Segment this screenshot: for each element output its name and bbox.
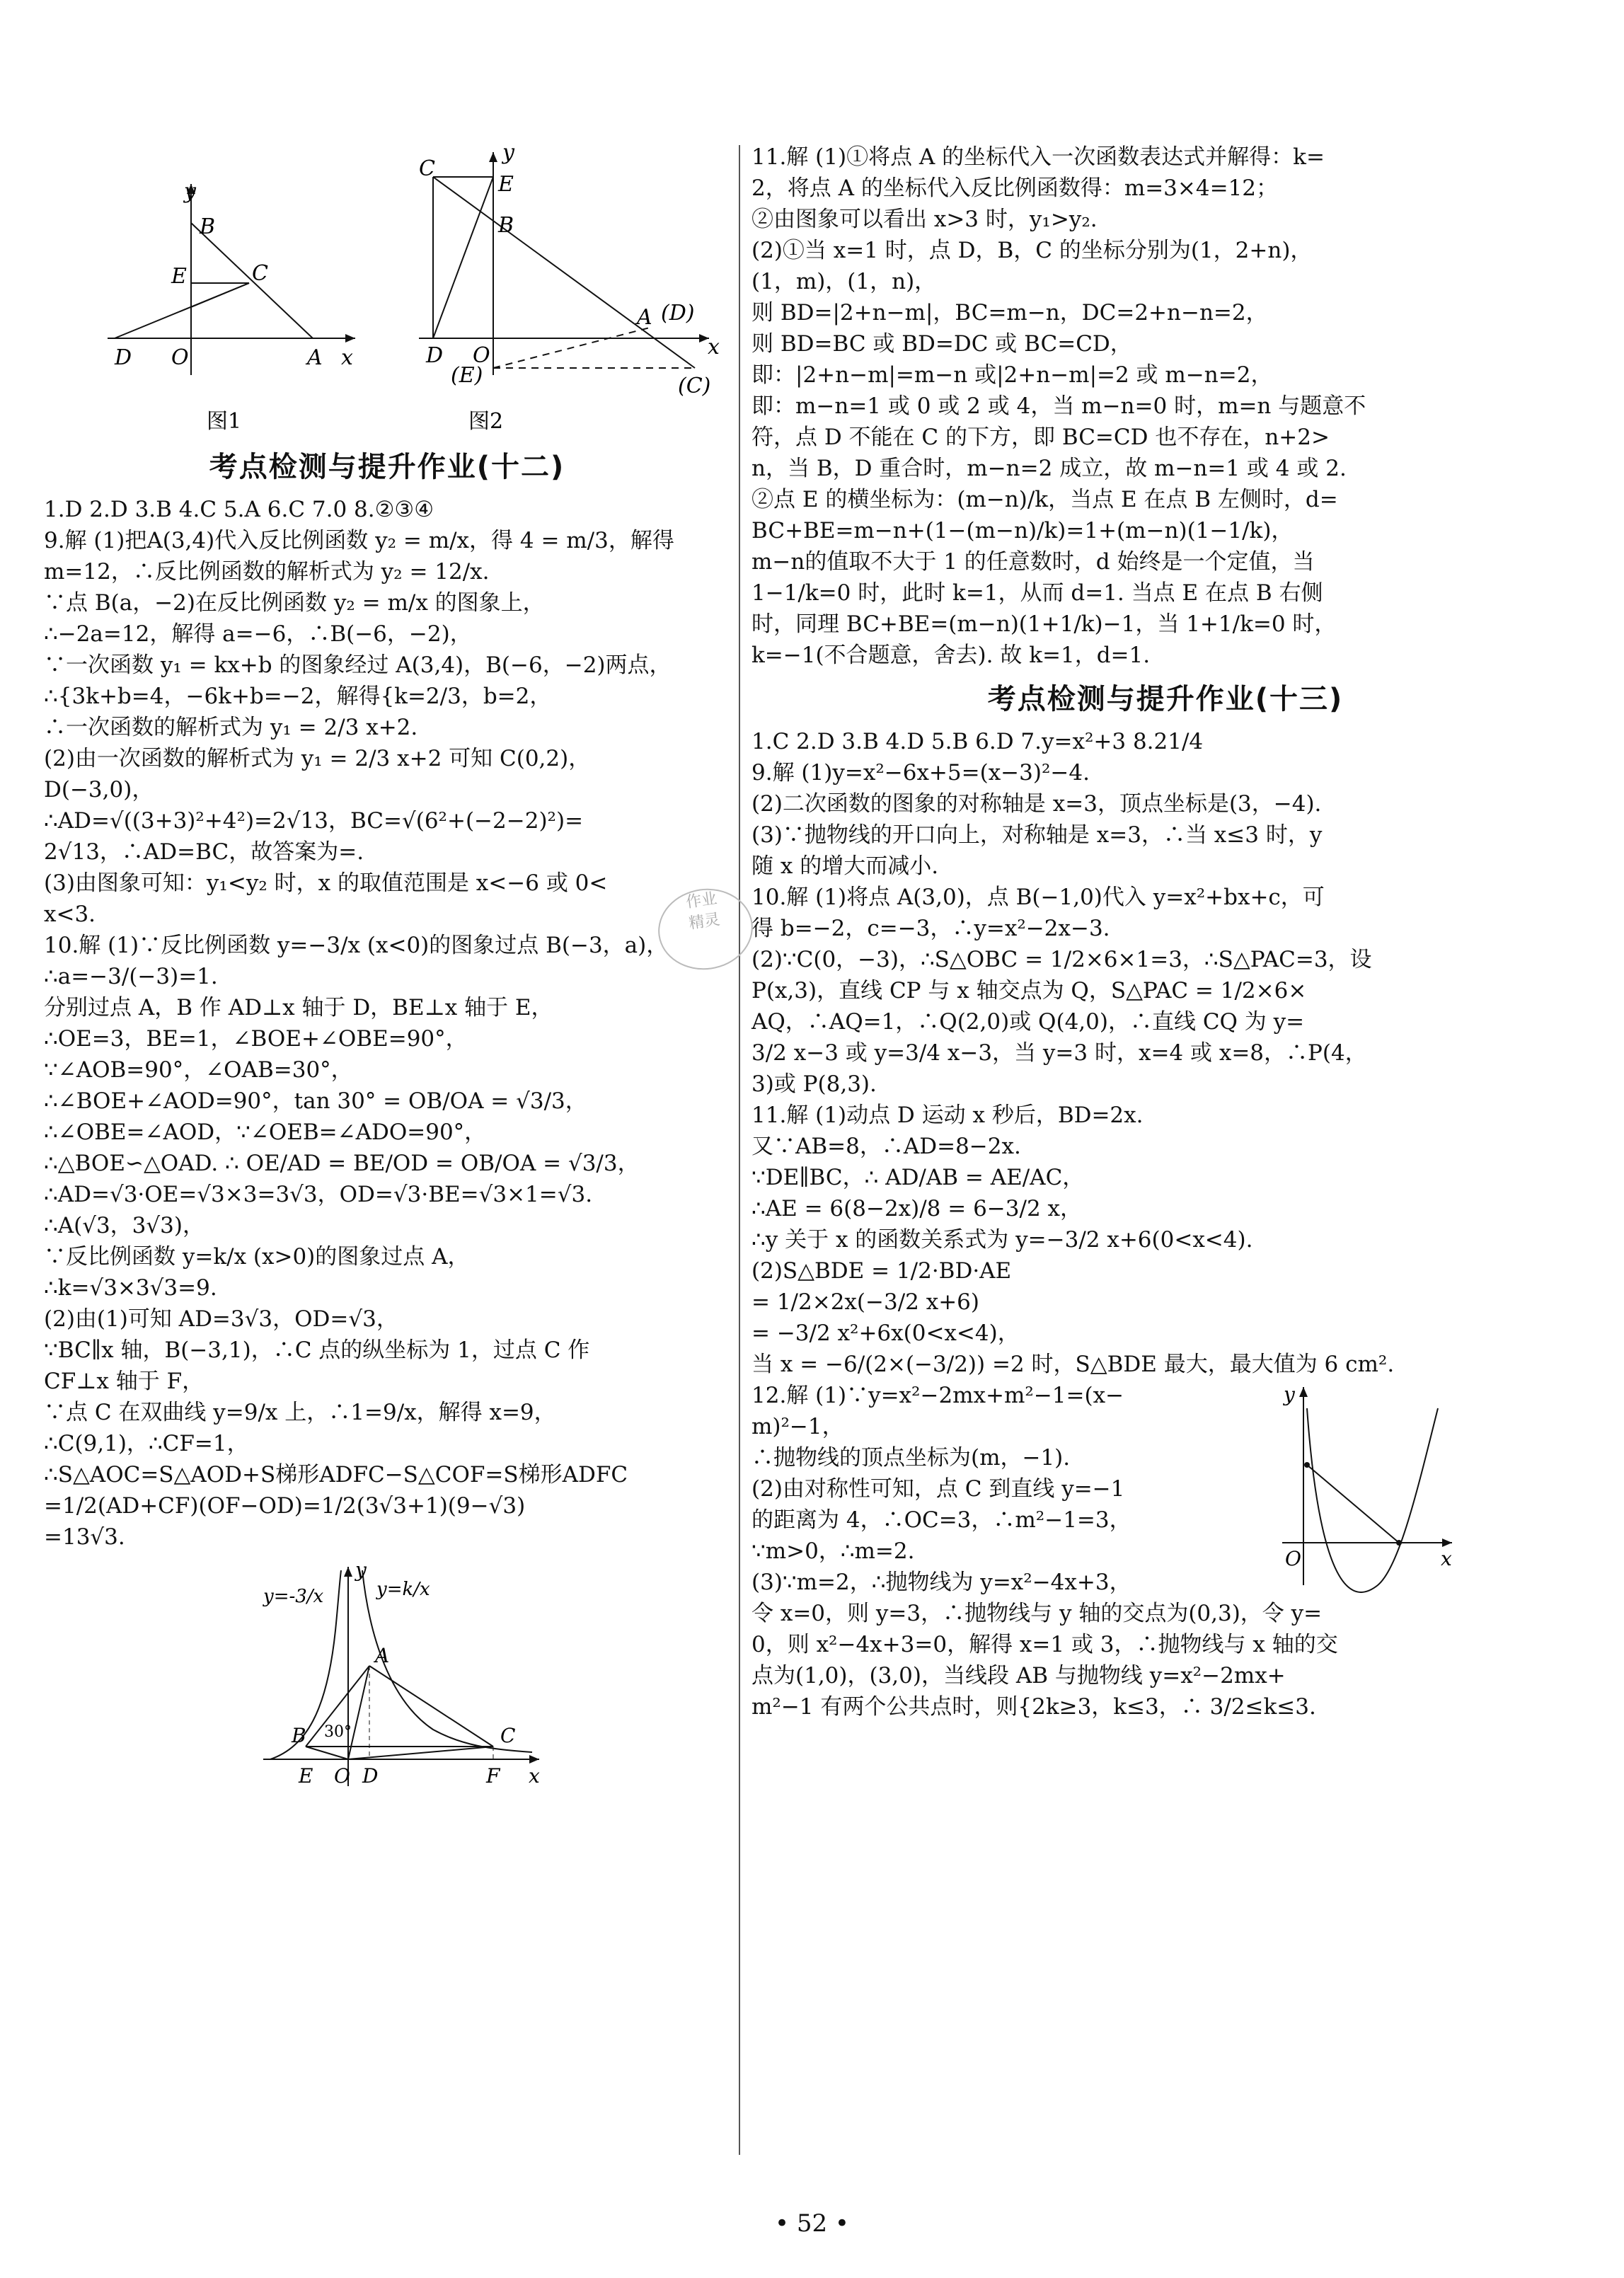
s12-line: m=12，∴反比例函数的解析式为 y₂ = 12/x. [44,559,490,585]
s12-line: ∴C(9,1)，∴CF=1， [44,1431,249,1456]
fig2-label-e-paren: (E) [451,363,483,388]
fig3-label-e: E [299,1764,313,1788]
fig1-label-x: x [341,345,353,370]
rt-line: 则 BD=|2+n−m|，BC=m−n，DC=2+n−n=2， [751,300,1268,326]
s12-line: ∵点 B(a，−2)在反比例函数 y₂ = m/x 的图象上， [44,590,545,616]
fig3-label-30: 30° [324,1723,352,1741]
right-top-solutions [751,142,1579,671]
s13-line: 当 x = −6/(2×(−3/2)) =2 时，S△BDE 最大，最大值为 6 cm². [751,1352,1395,1377]
figure-4 [1275,1380,1459,1599]
fig3-label-c: C [500,1724,516,1747]
fig1-label-d: D [115,345,132,370]
s12-line: (3)由图象可知：y₁<y₂ 时，x 的取值范围是 x<−6 或 0< [44,870,608,896]
s13-line: 12.解 (1)∵y=x²−2mx+m²−1=(x− [751,1383,1124,1408]
fig1-label-o: O [171,345,189,370]
section-12-heading: 考点检测与提升作业(十二) [209,451,565,483]
figures-row [44,142,730,439]
fig1-label-c: C [252,261,268,286]
s12-line: =13√3. [44,1524,125,1550]
fig3-label-b: B [292,1724,306,1747]
s12-line: 分别过点 A，B 作 AD⊥x 轴于 D，BE⊥x 轴于 E， [44,995,553,1020]
s12-line: CF⊥x 轴于 F， [44,1369,205,1394]
fig1-label-e: E [171,264,187,289]
s12-line: ∴{3k+b=4，−6k+b=−2，解得{k=2/3，b=2， [44,684,552,709]
s12-line: (2)由一次函数的解析式为 y₁ = 2/3 x+2 可知 C(0,2)， [44,746,591,771]
rt-line: 即：|2+n−m|=m−n 或|2+n−m|=2 或 m−n=2， [751,362,1273,388]
rt-line: m−n的值取不大于 1 的任意数时，d 始终是一个定值，当 [751,549,1315,575]
s12-line: =1/2(AD+CF)(OF−OD)=1/2(3√3+1)(9−√3) [44,1493,526,1519]
fig2-label-e: E [498,172,514,197]
page-number: • 52 • [775,2209,849,2238]
s13-line: 9.解 (1)y=x²−6x+5=(x−3)²−4. [751,760,1090,786]
section-12-solutions [44,525,730,1553]
fig2-label-y: y [502,142,514,165]
s13-line: = −3/2 x²+6x(0<x<4)， [751,1321,1020,1346]
s12-line: 2√13，∴AD=BC，故答案为=. [44,839,364,865]
fig2-label-b: B [498,213,514,238]
s12-line: ∴−2a=12，解得 a=−6，∴B(−6，−2)， [44,621,472,647]
rt-line: 符，点 D 不能在 C 的下方，即 BC=CD 也不存在，n+2> [751,425,1330,450]
problem-12-block [751,1380,1579,1598]
fig2-label-d-paren: (D) [661,301,695,326]
s12-line: ∴A(√3，3√3)， [44,1213,205,1238]
section-13-heading: 考点检测与提升作业(十三) [987,683,1344,715]
fig4-label-x: x [1441,1547,1452,1570]
fig1-label-y: y [184,179,196,204]
fig2-label-c-paren: (C) [678,374,711,398]
figure-1-caption: 图1 [207,409,242,434]
fig3-label-d: D [362,1764,379,1788]
s13-line: (2)∵C(0，−3)，∴S△OBC = 1/2×6×1=3，∴S△PAC=3，设 [751,947,1372,972]
s13-line: ∴AE = 6(8−2x)/8 = 6−3/2 x， [751,1196,1083,1221]
fig2-label-o: O [473,343,490,368]
figure-2 [412,142,723,439]
s13-line: (2)由对称性可知，点 C 到直线 y=−1 [751,1476,1125,1502]
fig3-label-x: x [529,1764,540,1788]
s12-line: 10.解 (1)∵反比例函数 y=−3/x (x<0)的图象过点 B(−3，a)， [44,933,669,958]
stamp-text: 作业 [684,890,718,912]
rt-line: ②由图象可以看出 x>3 时，y₁>y₂. [751,207,1098,232]
s13-line: 3)或 P(8,3). [751,1071,877,1097]
s13-line: 随 x 的增大而减小. [751,853,939,879]
fig4-label-y: y [1284,1383,1295,1406]
figure-3 [256,1560,553,1793]
fig4-label-o: O [1285,1547,1301,1570]
section-12-answers: 1.D 2.D 3.B 4.C 5.A 6.C 7.0 8.②③④ [44,497,434,522]
section-13-answers: 1.C 2.D 3.B 4.D 5.B 6.D 7.y=x²+3 8.21/4 [751,729,1204,754]
fig1-label-b: B [200,214,216,239]
fig3-label-y: y [355,1560,367,1582]
s13-line: ∴y 关于 x 的函数关系式为 y=−3/2 x+6(0<x<4). [751,1227,1253,1253]
fig3-label-neg3x: y=-3/x [263,1586,324,1607]
rt-line: 1−1/k=0 时，此时 k=1，从而 d=1. 当点 E 在点 B 右侧 [751,580,1323,606]
s12-line: ∴一次函数的解析式为 y₁ = 2/3 x+2. [44,715,418,740]
fig3-label-a: A [375,1644,390,1667]
s12-line: ∴AD=√3·OE=√3×3=3√3，OD=√3·BE=√3×1=√3. [44,1182,593,1207]
s12-line: ∴∠OBE=∠AOD，∵∠OEB=∠ADO=90°， [44,1120,487,1145]
s12-line: ∵BC∥x 轴，B(−3,1)，∴C 点的纵坐标为 1，过点 C 作 [44,1338,590,1363]
s12-line: ∵点 C 在双曲线 y=9/x 上，∴1=9/x，解得 x=9， [44,1400,556,1425]
s12-line: x<3. [44,902,96,927]
fig3-label-kx: y=k/x [376,1579,430,1600]
fig2-label-c: C [419,156,435,181]
s13-line: 的距离为 4，∴OC=3，∴m²−1=3， [751,1507,1131,1533]
s13-line: 11.解 (1)动点 D 运动 x 秒后，BD=2x. [751,1103,1144,1128]
s13-line: (2)二次函数的图象的对称轴是 x=3，顶点坐标是(3，−4). [751,791,1322,817]
s13-line: 0，则 x²−4x+3=0，解得 x=1 或 3，∴抛物线与 x 轴的交 [751,1632,1338,1657]
rt-line: ②点 E 的横坐标为：(m−n)/k，当点 E 在点 B 左侧时，d= [751,487,1338,512]
rt-line: (1，m)，(1，n)， [751,269,937,294]
fig2-label-d: D [426,343,444,368]
s12-line: ∴a=−3/(−3)=1. [44,964,218,989]
s12-line: ∵一次函数 y₁ = kx+b 的图象经过 A(3,4)，B(−6，−2)两点， [44,652,672,678]
s12-line: ∴OE=3，BE=1，∠BOE+∠OBE=90°， [44,1026,468,1052]
right-column [751,142,1579,1722]
section-13-solutions [751,757,1579,1380]
stamp-text: 精灵 [687,911,722,933]
s12-line: ∴AD=√((3+3)²+4²)=2√13，BC=√(6²+(−2−2)²)= [44,808,584,834]
s13-line: 令 x=0，则 y=3，∴抛物线与 y 轴的交点为(0,3)，令 y= [751,1601,1323,1626]
s13-line: P(x,3)，直线 CP 与 x 轴交点为 Q，S△PAC = 1/2×6× [751,978,1307,1003]
rt-line: 2，将点 A 的坐标代入反比例函数得：m=3×4=12； [751,176,1279,201]
s13-line: 10.解 (1)将点 A(3,0)，点 B(−1,0)代入 y=x²+bx+c，可 [751,885,1325,910]
s12-line: ∴S△AOC=S△AOD+S梯形ADFC−S△COF=S梯形ADFC [44,1462,628,1488]
s12-line: ∴△BOE∽△OAD. ∴ OE/AD = BE/OD = OB/OA = √3/3， [44,1151,640,1176]
s13-line: 又∵AB=8，∴AD=8−2x. [751,1134,1021,1159]
s12-line: ∵∠AOB=90°，∠OAB=30°， [44,1057,353,1083]
rt-line: 即：m−n=1 或 0 或 2 或 4，当 m−n=0 时，m=n 与题意不 [751,393,1366,419]
s13-line: ∵DE∥BC，∴ AD/AB = AE/AC， [751,1165,1085,1190]
s13-line: m²−1 有两个公共点时，则{2k≥3，k≤3，∴ 3/2≤k≤3. [751,1694,1316,1720]
rt-line: 则 BD=BC 或 BD=DC 或 BC=CD， [751,331,1132,357]
s13-line: ∴抛物线的顶点坐标为(m，−1). [751,1445,1071,1471]
s13-line: 得 b=−2，c=−3，∴y=x²−2x−3. [751,916,1110,941]
s13-line: = 1/2×2x(−3/2 x+6) [751,1289,979,1315]
s12-line: ∴k=√3×3√3=9. [44,1275,217,1301]
s13-line: (2)S△BDE = 1/2·BD·AE [751,1258,1012,1284]
s12-line: ∴∠BOE+∠AOD=90°，tan 30° = OB/OA = √3/3， [44,1088,587,1114]
column-divider [739,145,740,2155]
rt-line: n，当 B，D 重合时，m−n=2 成立，故 m−n=1 或 4 或 2. [751,456,1347,481]
s13-line: m)²−1， [751,1414,844,1439]
s12-line: 9.解 (1)把A(3,4)代入反比例函数 y₂ = m/x，得 4 = m/3，解得 [44,528,674,553]
rt-line: 11.解 (1)①将点 A 的坐标代入一次函数表达式并解得：k= [751,144,1325,170]
s12-line: D(−3,0)， [44,777,154,803]
s13-line: (3)∵m=2，∴抛物线为 y=x²−4x+3， [751,1570,1131,1595]
fig1-label-a: A [307,345,323,370]
figure-2-caption: 图2 [468,409,504,434]
s12-line: (2)由(1)可知 AD=3√3，OD=√3， [44,1306,398,1332]
fig3-label-o: O [334,1764,350,1788]
rt-line: k=−1(不合题意，舍去). 故 k=1，d=1. [751,643,1151,668]
s13-line: 3/2 x−3 或 y=3/4 x−3，当 y=3 时，x=4 或 x=8，∴P(4， [751,1040,1367,1066]
rt-line: (2)①当 x=1 时，点 D，B，C 的坐标分别为(1，2+n)， [751,238,1313,263]
fig3-label-f: F [486,1764,500,1788]
rt-line: BC+BE=m−n+(1−(m−n)/k)=1+(m−n)(1−1/k)， [751,518,1294,543]
s13-line: (3)∵抛物线的开口向上，对称轴是 x=3，∴当 x≤3 时，y [751,822,1323,848]
fig2-label-x: x [708,335,720,359]
s13-line: 点为(1,0)，(3,0)，当线段 AB 与抛物线 y=x²−2mx+ [751,1663,1286,1689]
s13-line: ∵m>0，∴m=2. [751,1538,915,1564]
s12-line: ∵反比例函数 y=k/x (x>0)的图象过点 A， [44,1244,470,1270]
fig2-label-a: A [637,305,652,330]
figure-1 [100,142,369,439]
s13-line: AQ，∴AQ=1，∴Q(2,0)或 Q(4,0)，∴直线 CQ 为 y= [751,1009,1305,1035]
rt-line: 时，同理 BC+BE=(m−n)(1+1/k)−1，当 1+1/k=0 时， [751,611,1337,637]
left-column [44,142,730,1802]
